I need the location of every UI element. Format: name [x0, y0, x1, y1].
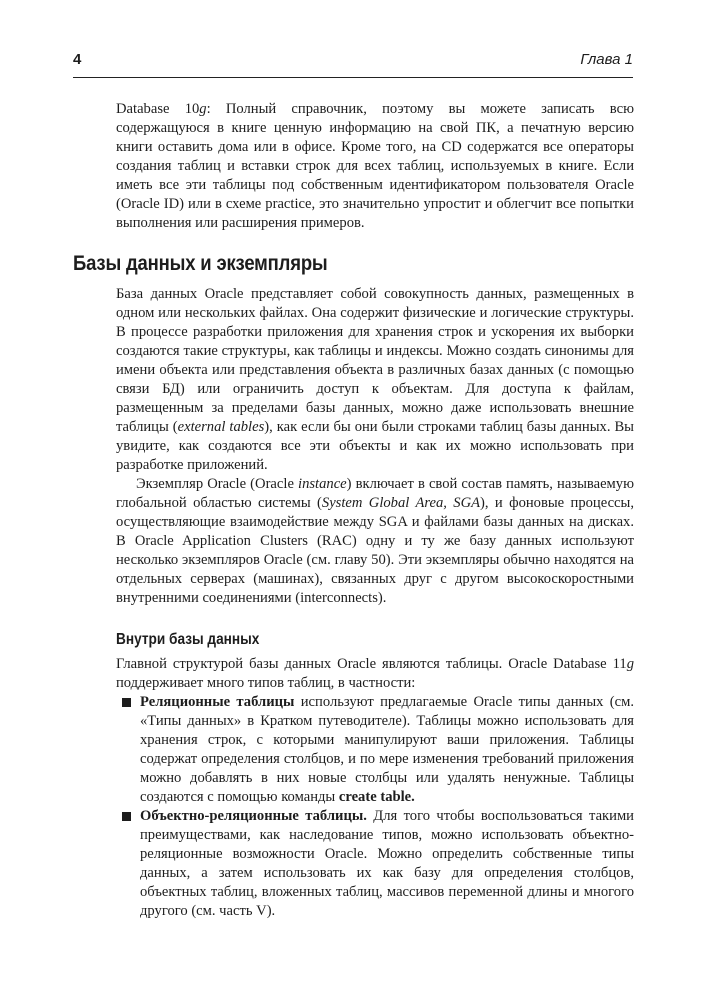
section-heading: Базы данных и экземпляры	[73, 252, 328, 275]
page-number: 4	[73, 51, 82, 68]
list-item: Объектно-реляционные таблицы. Для того чтобы воспользоваться такими преимуществами, как наследование типов, можно использовать объектно-реляционные возможности Oracle. Можно определить собственные типы данных, а затем использовать их как базу для определения столбцов, объектных таблиц, вложенных таблиц, массивов переменной длины и многого другого (см. часть V).	[140, 807, 634, 921]
section-paragraph-1: База данных Oracle представляет собой совокупность данных, размещенных в одном или нескольких файлах. Она содержит физические и логические структуры. В процессе разработки приложения для хранения строк и ускорения их выборки создаются такие структуры, как таблицы и индексы. Можно создать синонимы для имени объекта или представления объекта в различных базах данных (с помощью связи БД) или ограничить доступ к объектам. Для доступа к файлам, размещенным за пределами базы данных, можно даже использовать внешние таблицы (external tables), как если бы они были строками таблиц базы данных. Вы увидите, как создаются все эти объекты и как их можно использовать при разработке приложений.	[116, 286, 634, 473]
bullet-square-icon	[122, 812, 131, 821]
bullet-square-icon	[122, 698, 131, 707]
section-paragraph-2: Экземпляр Oracle (Oracle instance) включает в свой состав память, называемую глобальной областью системы (System Global Area, SGA), и фоновые процессы, осуществляющие взаимодействие между SGA и файлами базы данных на дисках. В Oracle Application Clusters (RAC) одну и ту же базу данных используют несколько экземпляров Oracle (см. главу 50). Эти экземпляры обычно находятся на отдельных серверах (машинах), связанных друг с другом высокоскоростными внутренними соединениями (interconnects).	[116, 476, 634, 606]
header-rule	[73, 77, 633, 78]
list-item: Реляционные таблицы используют предлагаемые Oracle типы данных (см. «Типы данных» в Кратком путеводителе). Таблицы можно использовать для хранения строк, с которыми манипулируют ваши приложения. Таблицы содержат определения столбцов, и по мере изменения требований приложения можно добавлять в них новые столбцы или удалять ненужные. Таблицы создаются с помощью команды create table.	[140, 693, 634, 807]
running-header	[73, 50, 633, 72]
chapter-label: Глава 1	[580, 51, 633, 68]
subsection-intro-paragraph: Главной структурой базы данных Oracle являются таблицы. Oracle Database 11g поддерживает много типов таблиц, в частности:	[116, 656, 634, 691]
intro-paragraph: Database 10g: Полный справочник, поэтому вы можете записать всю содержащуюся в книге ценную информацию на свой ПК, а печатную версию книги оставить дома или в офисе. Кроме того, на CD содержатся все операторы создания таблиц и вставки строк для всех таблиц, используемых в книге. Если иметь все эти таблицы под собственным идентификатором пользователя Oracle (Oracle ID) или в схеме practice, это значительно упростит и облегчит все попытки выполнения или расширения примеров.	[116, 101, 634, 231]
subsection-heading: Внутри базы данных	[116, 631, 260, 648]
